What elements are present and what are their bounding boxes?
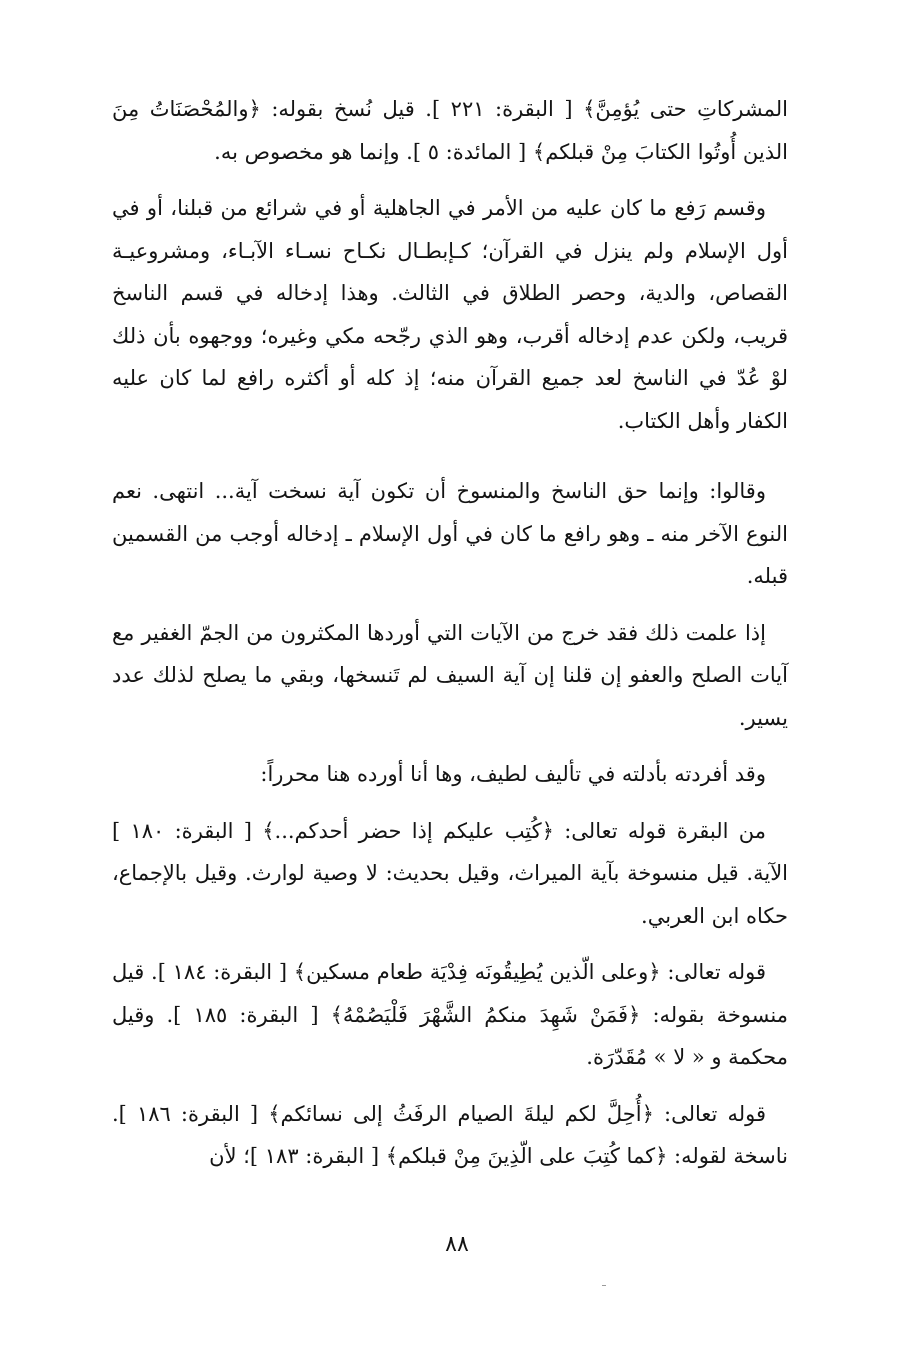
paragraph-6: من البقرة قوله تعالى: ﴿كُتِب عليكم إذا حضر أحدكم...﴾ [ البقرة: ١٨٠ ] الآية. قيل منسوخة بآية الميراث، وقيل بحديث: لا وصية لوارث. وقيل بالإجماع، حكاه ابن العربي. [112, 818, 788, 928]
page-body [112, 88, 788, 1192]
paragraph-5: وقد أفردته بأدلته في تأليف لطيف، وها أنا أورده هنا محرراً: [260, 762, 766, 786]
scan-speck [602, 1285, 606, 1286]
paragraph-2: وقسم رَفع ما كان عليه من الأمر في الجاهلية أو في شرائع من قبلنا، أو في أول الإسلام ولم ينزل في القرآن؛ كـإبطـال نكـاح نسـاء الآبـاء، ومشروعيـة القصاص، والدية، وحصر الطلاق في الثالث. وهذا إدخاله في قسم الناسخ قريب، ولكن عدم إدخاله أقرب، وهو الذي رجّحه مكي وغيره؛ ووجهوه بأن ذلك لوْ عُدّ في الناسخ لعد جميع القرآن منه؛ إذ كله أو أكثره رافع لما كان عليه الكفار وأهل الكتاب. [112, 196, 788, 433]
page-number: ٨٨ [445, 1232, 469, 1257]
paragraph-8: قوله تعالى: ﴿أُحِلَّ لكم ليلةَ الصيام الرفَثُ إلى نسائكم﴾ [ البقرة: ١٨٦ ]. ناسخة لقوله: ﴿كما كُتِبَ على الّذِينَ مِنْ قبلكم﴾ [ البقرة: ١٨٣ ]؛ لأن [112, 1101, 788, 1168]
paragraph-7: قوله تعالى: ﴿وعلى الّذين يُطِيقُونَه فِدْيَة طعام مسكين﴾ [ البقرة: ١٨٤ ]. قيل منسوخة بقوله: ﴿فَمَنْ شَهِدَ منكمُ الشَّهْرَ فَلْيَصُمْهُ﴾ [ البقرة: ١٨٥ ]. وقيل محكمة و « لا » مُقَدّرَة. [112, 960, 788, 1069]
paragraph-4: إذا علمت ذلك فقد خرج من الآيات التي أوردها المكثرون من الجمّ الغفير مع آيات الصلح والعفو إن قلنا إن آية السيف لم تَنسخها، وبقي ما يصلح لذلك عدد يسير. [112, 620, 788, 730]
paragraph-3: وقالوا: وإنما حق الناسخ والمنسوخ أن تكون آية نسخت آية... انتهى. نعم النوع الآخر منه ـ وهو رافع ما كان في أول الإسلام ـ إدخاله أوجب من القسمين قبله. [112, 479, 788, 588]
paragraph-1: المشركاتِ حتى يُؤمِنَّ﴾ [ البقرة: ٢٢١ ]. قيل نُسخ بقوله: ﴿والمُحْصَنَاتُ مِنَ الذين أُوتُوا الكتابَ مِنْ قبلكم﴾ [ المائدة: ٥ ]. وإنما هو مخصوص به. [112, 97, 788, 164]
